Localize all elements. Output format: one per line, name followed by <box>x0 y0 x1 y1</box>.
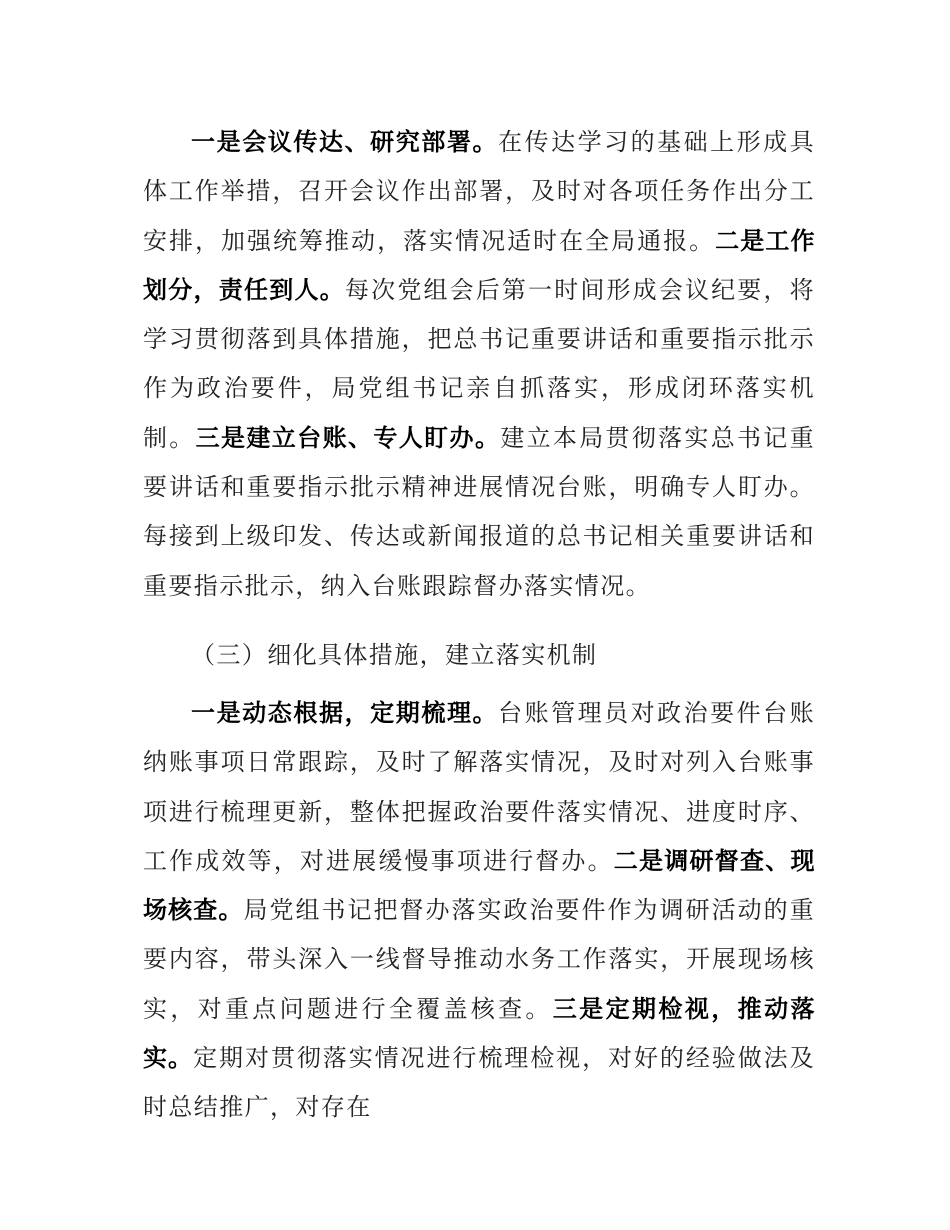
body-text: 每次党组会后第一时间形成会议纪要，将学习贯彻落到具体措施，把总书记重要讲话和重要指示批示作为政治要件，局党组书记亲自抓落实，形成闭环落实机制。 <box>143 275 815 452</box>
bold-lead-phrase: 二是调研督查、现场核查。 <box>143 846 815 925</box>
section-heading-text: （三）细化具体措施，建立落实机制 <box>191 641 598 669</box>
bold-lead-phrase: 二是工作划分，责任到人。 <box>143 226 815 304</box>
body-text: 建立本局贯彻落实总书记重要讲话和重要指示批示精神进展情况台账，明确专人盯办。每接到上级印发、传达或新闻报道的总书记相关重要讲话和重要指示批示，纳入台账跟踪督办落实情况。 <box>143 423 815 600</box>
paragraph-detailed-measures <box>143 689 815 1133</box>
body-text: 局党组书记把督办落实政治要件作为调研活动的重要内容，带头深入一线督导推动水务工作落实，开展现场核实，对重点问题进行全覆盖核查。 <box>143 896 815 1023</box>
bold-lead-phrase: 三是建立台账、专人盯办。 <box>195 423 501 452</box>
bold-lead-phrase: 一是会议传达、研究部署。 <box>191 128 499 156</box>
bold-lead-phrase: 三是定期检视，推动落实。 <box>143 994 815 1073</box>
paragraph-measures-implementation <box>143 118 815 611</box>
body-text: 台账管理员对政治要件台账纳账事项日常跟踪，及时了解落实情况，及时对列入台账事项进行梳理更新，整体把握政治要件落实情况、进度时序、工作成效等，对进展缓慢事项进行督办。 <box>143 699 815 875</box>
body-text: 定期对贯彻落实情况进行梳理检视，对好的经验做法及时总结推广，对存在 <box>143 1044 815 1122</box>
paragraph-body <box>143 689 815 1133</box>
section-heading <box>143 631 815 680</box>
bold-lead-phrase: 一是动态根据，定期梳理。 <box>191 699 499 727</box>
body-text: 在传达学习的基础上形成具体工作举措，召开会议作出部署，及时对各项任务作出分工安排，加强统筹推动，落实情况适时在全局通报。 <box>143 128 815 255</box>
paragraph-body <box>143 118 815 611</box>
